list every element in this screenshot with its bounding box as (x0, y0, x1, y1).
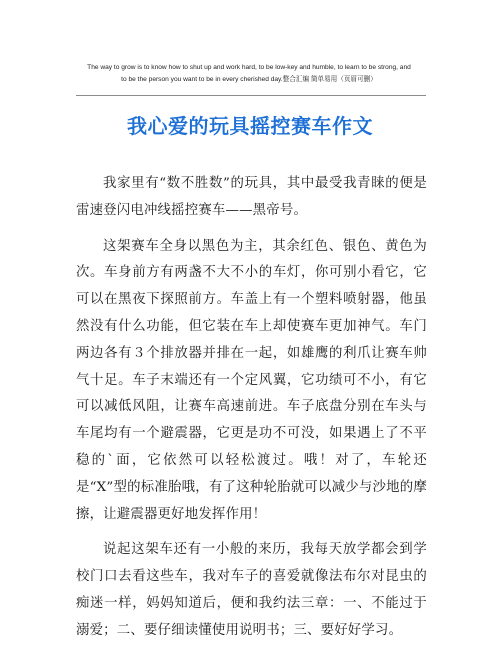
document-title: 我心爱的玩具摇控赛车作文 (127, 114, 373, 138)
page-header (60, 62, 438, 86)
paragraph-2: 这架赛车全身以黑色为主，其余红色、银色、黄色为次。车身前方有两盏不大不小的车灯，你可别小看它，它可以在黑夜下探照前方。车盖上有一个塑料喷射器，他虽然没有什么功能，但它装在车上却使赛车更加神气。车门两边各有３个排放器并排在一起，如雄鹰的利爪让赛车帅气十足。车子末端还有一个定风翼，它功绩可不小，有它可以减低风阻，让赛车高速前进。车子底盘分别在车头与车尾均有一个避震器，它更是功不可没，如果遇上了不平稳的`面，它依然可以轻松渡过。哦！对了，车轮还是“X”型的标准胎哦，有了这种轮胎就可以减少与沙地的摩擦，让避震器更好地发挥作用！ (76, 238, 427, 522)
document-body (76, 171, 427, 654)
paragraph-1: 我家里有“数不胜数”的玩具，其中最受我青睐的便是雷速登闪电冲线摇控赛车——黑帝号。 (76, 176, 427, 218)
header-divider (76, 95, 426, 96)
header-line-1: The way to grow is to know how to shut up and work hard, to be low-key and humble, to learn to be strong, and (87, 64, 411, 71)
header-line-2: to be the person you want to be in every cherished day.整合汇编 简单易用（页眉可删） (121, 76, 377, 83)
paragraph-3: 说起这架车还有一小般的来历，我每天放学都会到学校门口去看这些车，我对车子的喜爱就像法布尔对昆虫的痴迷一样，妈妈知道后，便和我约法三章：一、不能过于溺爱；二、要仔细读懂使用说明书；三、要好好学习。 (76, 542, 427, 638)
